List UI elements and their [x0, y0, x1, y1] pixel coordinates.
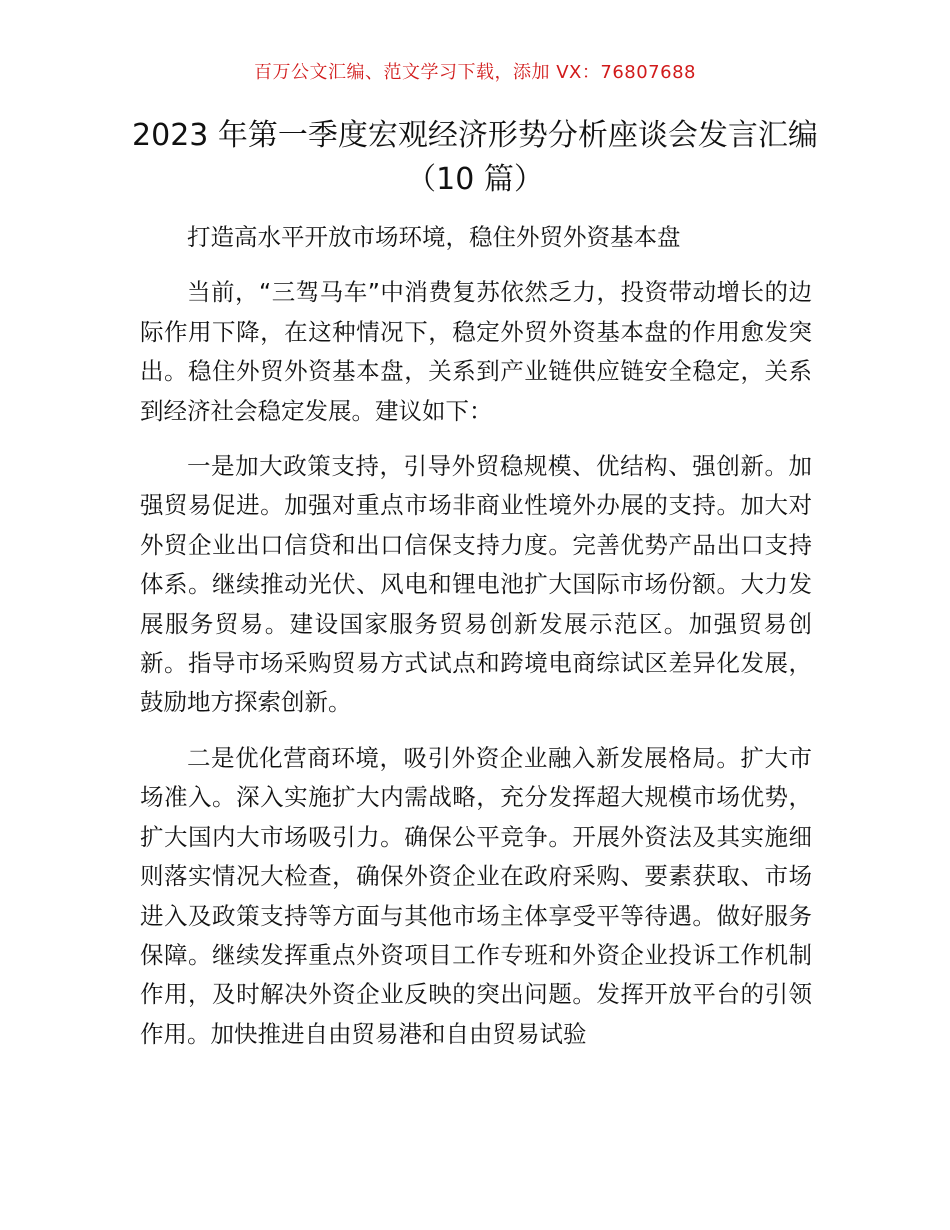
- document-body: [140, 218, 812, 1070]
- paragraph-point-one: 一是加大政策支持，引导外贸稳规模、优结构、强创新。加强贸易促进。加强对重点市场非商业性境外办展的支持。加大对外贸企业出口信贷和出口信保支持力度。完善优势产品出口支持体系。继续推动光伏、风电和锂电池扩大国际市场份额。大力发展服务贸易。建设国家服务贸易创新发展示范区。加强贸易创新。指导市场采购贸易方式试点和跨境电商综试区差异化发展，鼓励地方探索创新。: [140, 452, 812, 717]
- paragraph-intro: 当前，“三驾马车”中消费复苏依然乏力，投资带动增长的边际作用下降，在这种情况下，稳定外贸外资基本盘的作用愈发突出。稳住外贸外资基本盘，关系到产业链供应链安全稳定，关系到经济社会稳定发展。建议如下：: [140, 278, 812, 425]
- document-title: 2023 年第一季度宏观经济形势分析座谈会发言汇编（10 篇）: [132, 118, 818, 197]
- header-watermark-note: 百万公文汇编、范文学习下载，添加 VX：76807688: [254, 62, 696, 83]
- section-subtitle: 打造高水平开放市场环境，稳住外贸外资基本盘: [187, 223, 681, 251]
- paragraph-point-two: 二是优化营商环境，吸引外资企业融入新发展格局。扩大市场准入。深入实施扩大内需战略，充分发挥超大规模市场优势，扩大国内大市场吸引力。确保公平竞争。开展外资法及其实施细则落实情况大检查，确保外资企业在政府采购、要素获取、市场进入及政策支持等方面与其他市场主体享受平等待遇。做好服务保障。继续发挥重点外资项目工作专班和外资企业投诉工作机制作用，及时解决外资企业反映的突出问题。发挥开放平台的引领作用。加快推进自由贸易港和自由贸易试验: [140, 743, 812, 1048]
